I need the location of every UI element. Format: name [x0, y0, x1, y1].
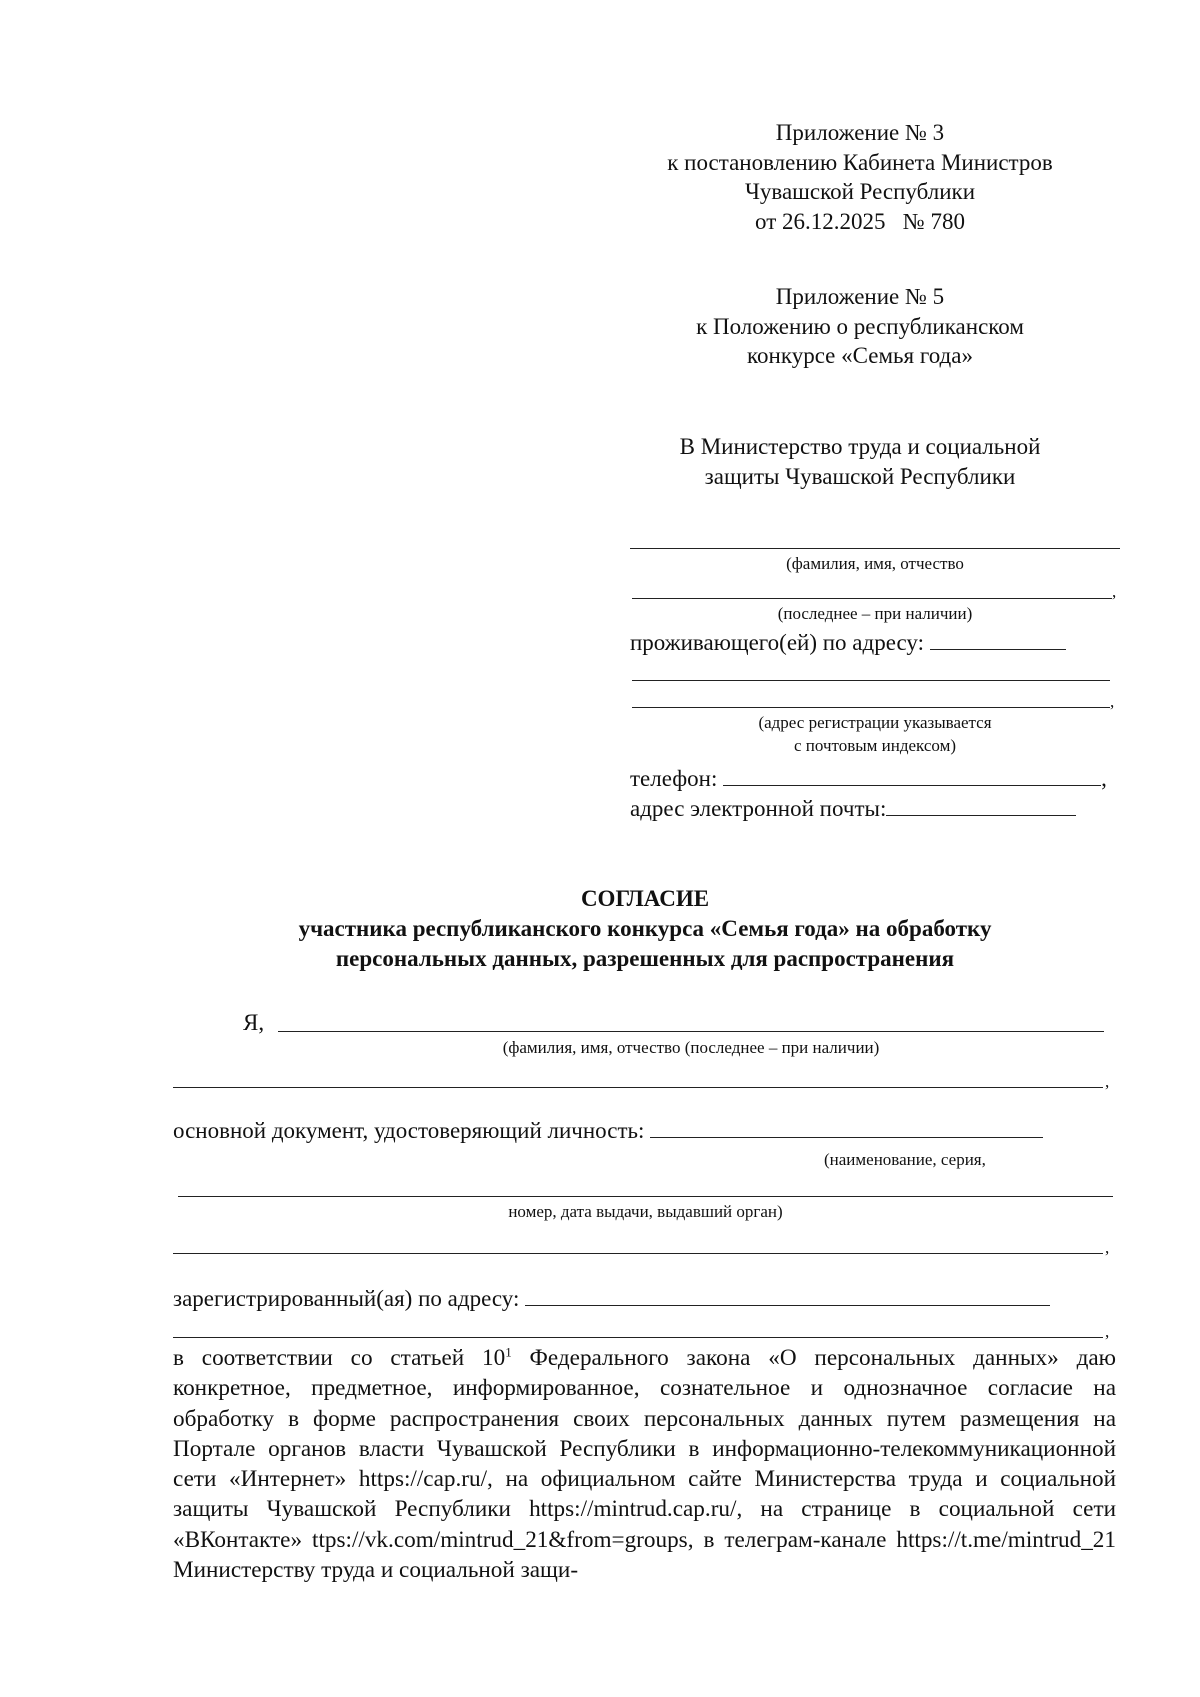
- fio-hint-1: (фамилия, имя, отчество: [786, 554, 964, 573]
- registered-line-2[interactable]: [173, 1337, 1103, 1338]
- email-field[interactable]: [886, 795, 1076, 816]
- consent-text-rest: Федерального закона «О персональных данных» даю конкретное, предметное, информированное, сознательное и однозначное согласие на обработку в форме распространения своих персональных данных путем размещения на Портале органов власти Чувашской Республики в информационно-телекоммуникационной сети «Интернет» https://cap.ru/, на официальном сайте Министерства труда и социальной защиты Чувашской Республики https://mintrud.cap.ru/, на странице в социальной сети «ВКонтакте» ttps://vk.com/mintrud_21&from=groups, в телеграм-канале https://t.me/mintrud_21 Министерству труда и социальной защи-: [173, 1345, 1116, 1584]
- doc-comma: ,: [1105, 1238, 1110, 1257]
- i-fio-line[interactable]: [278, 1031, 1104, 1032]
- address-line-2[interactable]: [632, 680, 1110, 681]
- appendix-3-ref: к постановлению Кабинета Министров: [667, 149, 1053, 175]
- consent-title-sub-2: персональных данных, разрешенных для распространения: [335, 946, 955, 971]
- living-address-label: проживающего(ей) по адресу:: [630, 630, 924, 655]
- appendix-5-ref: к Положению о республиканском: [696, 313, 1024, 339]
- i-fio-line-2[interactable]: [173, 1087, 1103, 1088]
- fio-line-2[interactable]: [632, 598, 1112, 599]
- consent-paragraph: [173, 1343, 1116, 1585]
- appendix-3-title: Приложение № 3: [775, 120, 945, 145]
- appendix-5-contest: конкурсе «Семья года»: [747, 343, 973, 368]
- addressee: [630, 432, 1090, 491]
- phone-label: телефон:: [630, 766, 718, 791]
- consent-title-main: СОГЛАСИЕ: [580, 886, 710, 911]
- doc-hint-1: (наименование, серия,: [824, 1150, 986, 1169]
- doc-line-3[interactable]: [173, 1253, 1103, 1254]
- phone-field[interactable]: [723, 765, 1101, 786]
- address-hint-2: с почтовым индексом): [793, 736, 957, 755]
- appendix-3-date: от 26.12.2025 № 780: [755, 208, 965, 234]
- address-comma: ,: [1110, 692, 1115, 711]
- registered-label: зарегистрированный(ая) по адресу:: [173, 1286, 520, 1311]
- doc-row: [173, 1116, 1043, 1145]
- addressee-line-1: В Министерство труда и социальной: [679, 434, 1041, 459]
- registered-comma: ,: [1105, 1322, 1110, 1341]
- address-hint: [630, 711, 1120, 757]
- appendix-3-republic: Чувашской Республики: [744, 179, 976, 204]
- address-hint-1: (адрес регистрации указывается: [758, 713, 992, 732]
- fio-hint-2: (последнее – при наличии): [777, 604, 973, 623]
- consent-title: [150, 884, 1140, 974]
- doc-label: основной документ, удостоверяющий личность:: [173, 1118, 645, 1143]
- address-line-3[interactable]: [632, 707, 1110, 708]
- article-superscript: 1: [505, 1344, 512, 1360]
- phone-row: [630, 764, 1107, 793]
- doc-field[interactable]: [650, 1117, 1043, 1138]
- registered-field[interactable]: [525, 1285, 1050, 1306]
- registered-row: [173, 1284, 1050, 1313]
- fio-comma: ,: [1112, 582, 1117, 601]
- appendix-5-title: Приложение № 5: [775, 284, 945, 309]
- email-label: адрес электронной почты:: [630, 796, 887, 821]
- living-address-field[interactable]: [930, 629, 1066, 650]
- doc-hint-2: номер, дата выдачи, выдавший орган): [508, 1202, 783, 1221]
- fio-line-1[interactable]: [630, 548, 1120, 549]
- addressee-line-2: защиты Чувашской Республики: [704, 463, 1016, 489]
- i-label: Я,: [243, 1010, 265, 1035]
- appendix-5-header: [630, 282, 1090, 371]
- i-fio-comma: ,: [1105, 1072, 1110, 1091]
- consent-text-start: в соответствии со статьей 10: [173, 1345, 506, 1371]
- email-row: [630, 794, 1076, 823]
- i-fio-hint: (фамилия, имя, отчество (последнее – при наличии): [502, 1038, 880, 1057]
- phone-comma: ,: [1101, 766, 1107, 791]
- consent-title-sub-1: участника республиканского конкурса «Семья года» на обработку: [298, 916, 992, 941]
- doc-line-2[interactable]: [178, 1196, 1113, 1197]
- living-address-row: [630, 628, 1066, 657]
- appendix-3-header: [630, 118, 1090, 236]
